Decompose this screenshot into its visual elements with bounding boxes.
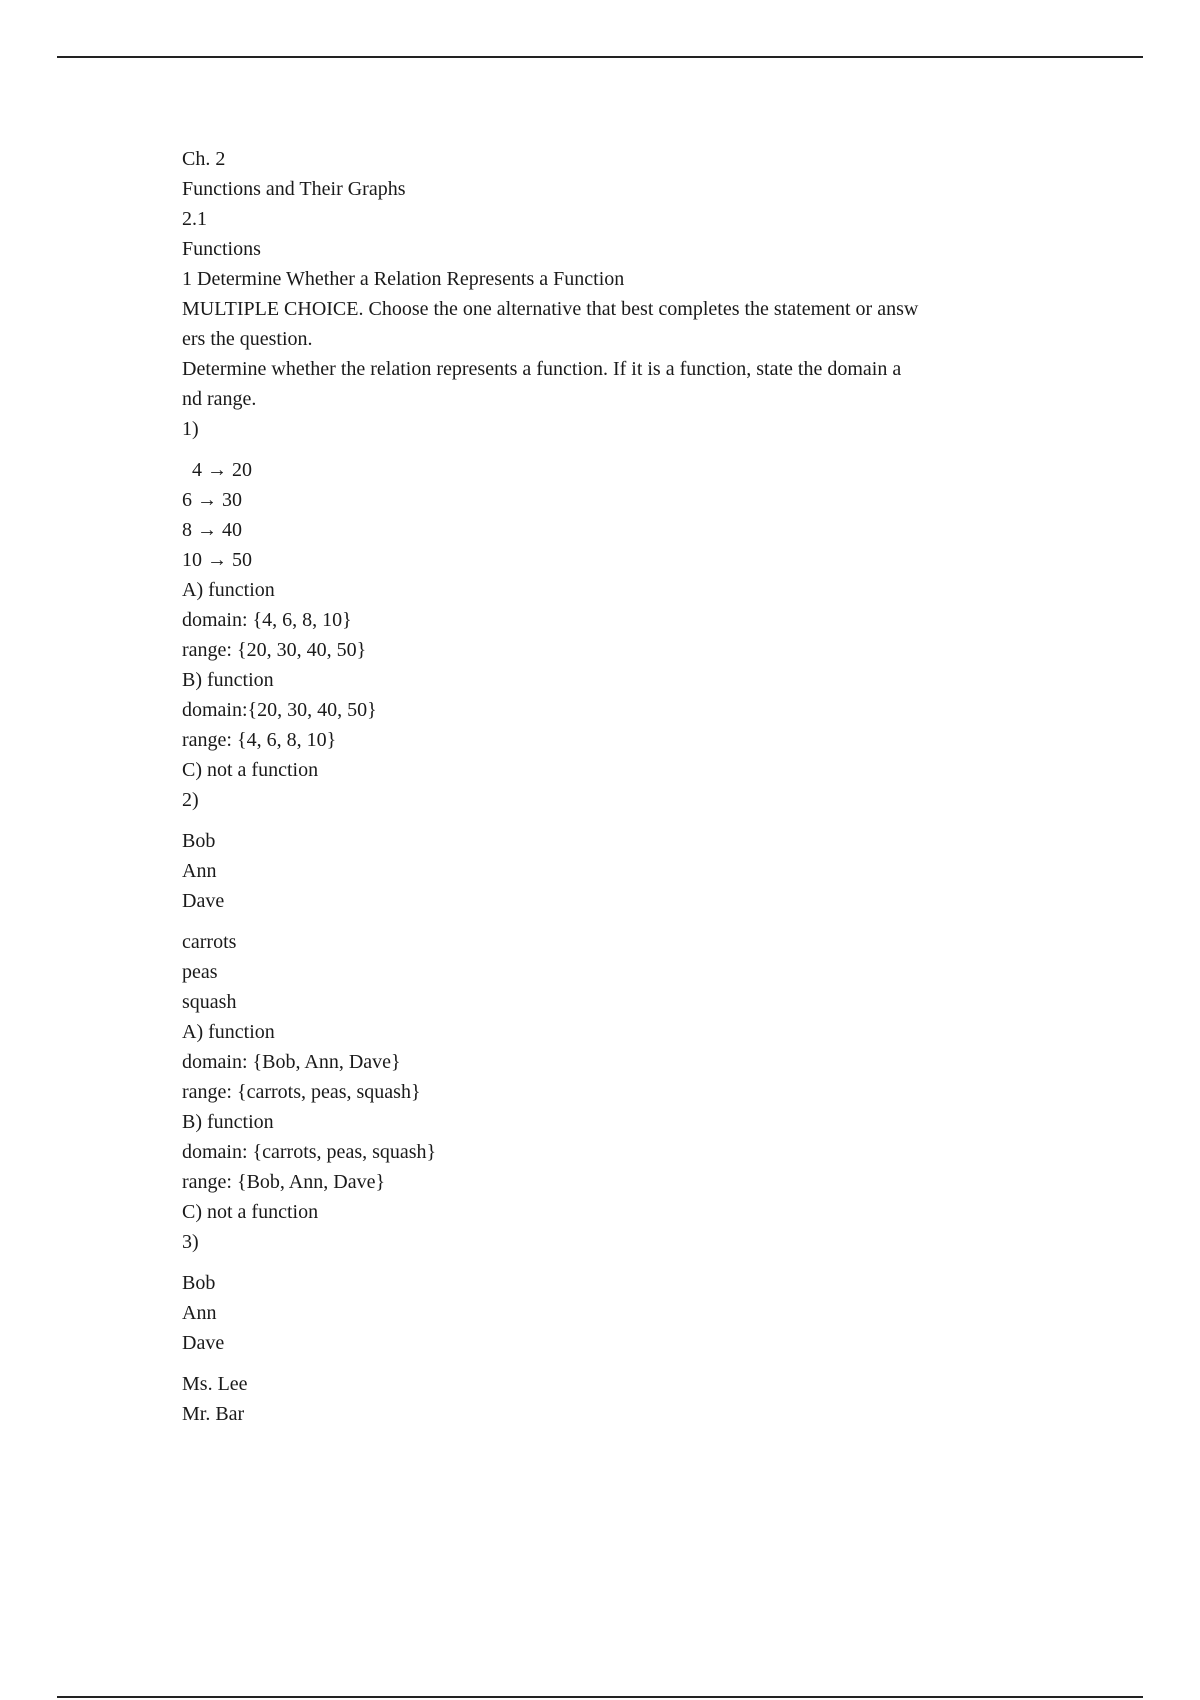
right-set-item: Ms. Lee [182, 1373, 248, 1395]
answer-option: B) function [182, 669, 274, 691]
answer-option: domain: {carrots, peas, squash} [182, 1141, 437, 1163]
right-set-item: Mr. Bar [182, 1403, 245, 1425]
left-set-item: Bob [182, 1272, 216, 1294]
document-body [182, 144, 1062, 1429]
directions-cont: nd range. [182, 388, 257, 410]
right-set-item: carrots [182, 931, 237, 953]
section-title: Functions [182, 238, 261, 260]
directions: Determine whether the relation represents a function. If it is a function, state the domain a [182, 358, 902, 380]
answer-option: B) function [182, 1111, 274, 1133]
answer-option: C) not a function [182, 759, 319, 781]
footer-rule [57, 1696, 1143, 1698]
answer-option: domain:{20, 30, 40, 50} [182, 699, 377, 721]
right-set-item: squash [182, 991, 237, 1013]
chapter-label: Ch. 2 [182, 148, 226, 170]
multiple-choice-instructions: MULTIPLE CHOICE. Choose the one alternative that best completes the statement or answ [182, 298, 919, 320]
question-number: 1) [182, 418, 199, 440]
answer-option: domain: {4, 6, 8, 10} [182, 609, 352, 631]
chapter-title: Functions and Their Graphs [182, 178, 406, 200]
answer-option: range: {Bob, Ann, Dave} [182, 1171, 386, 1193]
answer-option: domain: {Bob, Ann, Dave} [182, 1051, 401, 1073]
mapping-row: 4 → 20 [192, 459, 252, 481]
answer-option: range: {carrots, peas, squash} [182, 1081, 421, 1103]
mapping-row: 8 → 40 [182, 519, 242, 541]
mapping-row: 6 → 30 [182, 489, 242, 511]
answer-option: range: {20, 30, 40, 50} [182, 639, 367, 661]
multiple-choice-instructions-cont: ers the question. [182, 328, 313, 350]
section-number: 2.1 [182, 208, 207, 230]
answer-option: C) not a function [182, 1201, 319, 1223]
answer-option: A) function [182, 579, 275, 601]
left-set-item: Ann [182, 860, 217, 882]
mapping-row: 10 → 50 [182, 549, 252, 571]
left-set-item: Ann [182, 1302, 217, 1324]
question-number: 3) [182, 1231, 199, 1253]
left-set-item: Dave [182, 890, 225, 912]
answer-option: A) function [182, 1021, 275, 1043]
objective-heading: 1 Determine Whether a Relation Represents a Function [182, 268, 625, 290]
question-number: 2) [182, 789, 199, 811]
left-set-item: Bob [182, 830, 216, 852]
right-set-item: peas [182, 961, 218, 983]
left-set-item: Dave [182, 1332, 225, 1354]
header-rule [57, 56, 1143, 58]
answer-option: range: {4, 6, 8, 10} [182, 729, 337, 751]
